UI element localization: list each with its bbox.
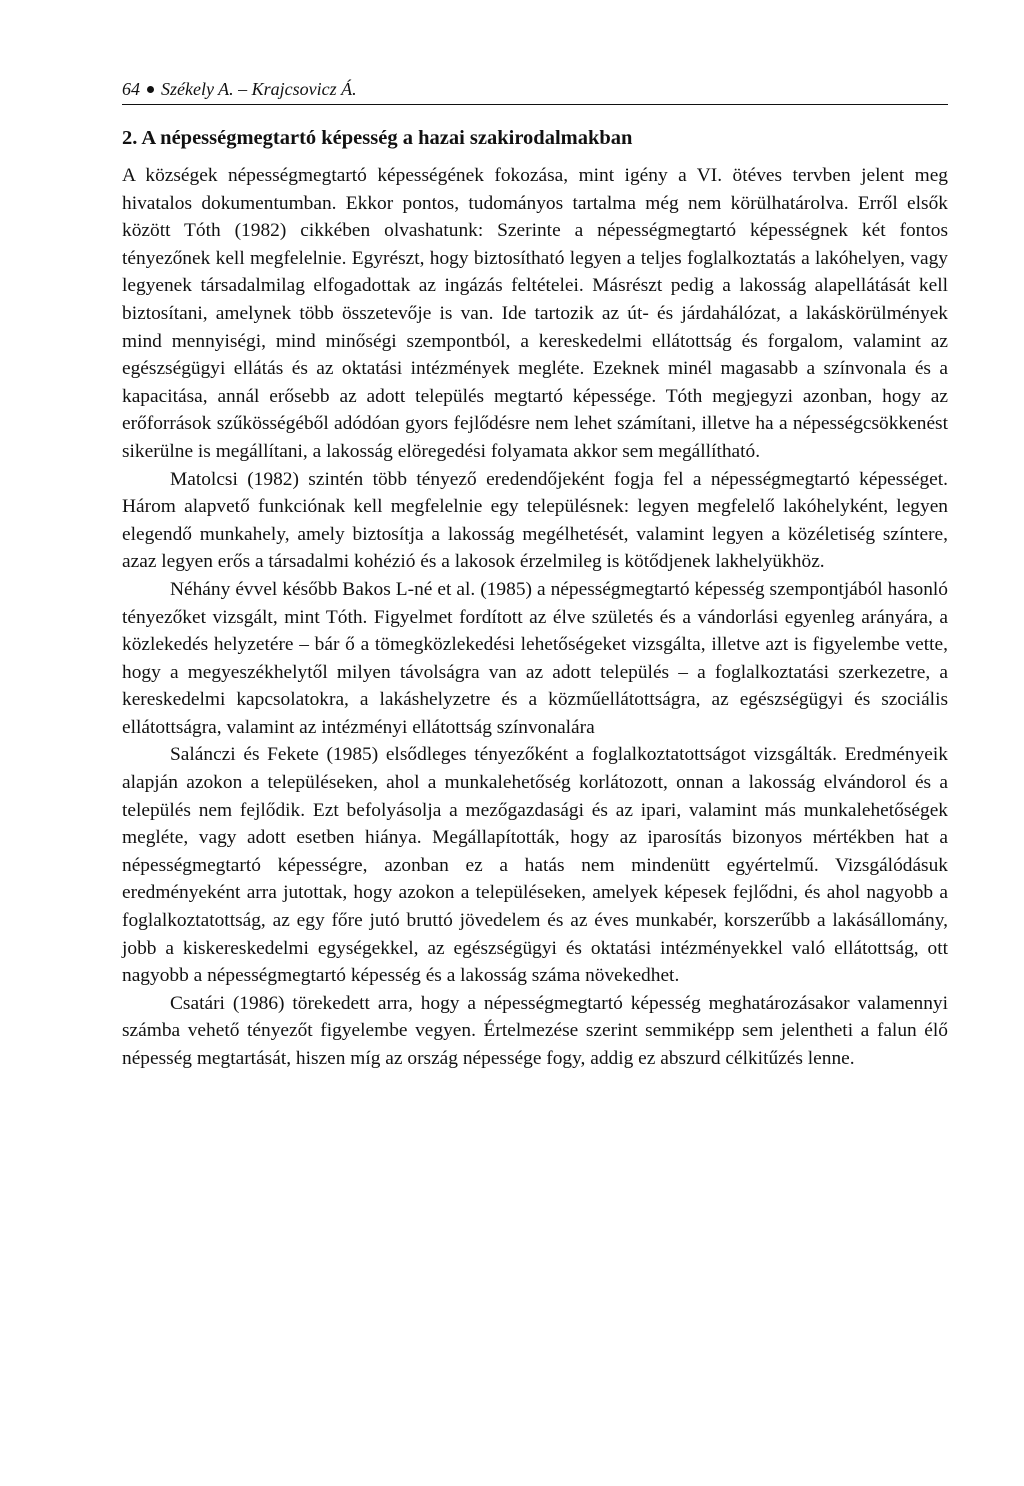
paragraph: Csatári (1986) törekedett arra, hogy a népességmegtartó képesség meghatározásakor valamennyi számba vehető tényezőt figyelembe vegyen. Értelmezése szerint semmiképp sem jelentheti a falun élő népesség megtartását, hiszen míg az ország népessége fogy, addig ez abszurd célkitűzés lenne.	[122, 992, 948, 1069]
header-rule	[122, 104, 948, 105]
running-head-authors: Székely A. – Krajcsovicz Á.	[161, 79, 357, 99]
paragraph: Néhány évvel később Bakos L-né et al. (1985) a népességmegtartó képesség szempontjából hasonló tényezőket vizsgált, mint Tóth. Figyelmet fordított az élve születés és a vándorlási egyenleg arányára, a közlekedés helyzetére – bár ő a tömegközlekedési lehetőségeket vizsgálta, illetve azt is figyelembe vette, hogy a megyeszékhelytől milyen távolságra van az adott település – a foglalkoztatási szerkezetre, a kereskedelmi kapcsolatokra, a lakáshelyzetre és a közműellátottságra, az egészségügyi és szociális ellátottságra, valamint az intézményi ellátottság színvonalára	[122, 578, 948, 738]
paragraph: Salánczi és Fekete (1985) elsődleges tényezőként a foglalkoztatottságot vizsgálták. Eredményeik alapján azokon a településeken, ahol a munkalehetőség korlátozott, onnan a lakosság elvándorol és a település nem fejlődik. Ezt befolyásolja a mezőgazdasági és az ipari, valamint más munkalehetőségek megléte, vagy adott esetben hiánya. Megállapították, hogy az iparosítás bizonyos mértékben hat a népességmegtartó képességre, azonban ez a hatás nem mindenütt egyértelmű. Vizsgálódásuk eredményeként arra jutottak, hogy azokon a településeken, amelyek képesek fejlődni, és ahol nagyobb a foglalkoztatottság, az egy főre jutó bruttó jövedelem és az éves munkabér, korszerűbb a lakásállomány, jobb a kiskereskedelmi egységekkel, az egészségügyi és oktatási intézményekkel való ellátottság, ott nagyobb a népességmegtartó képesség és a lakosság száma növekedhet.	[122, 744, 948, 987]
page-number: 64	[122, 79, 140, 99]
running-head	[122, 78, 948, 100]
bullet-separator	[147, 86, 154, 93]
paragraph: A községek népességmegtartó képességének fokozása, mint igény a VI. ötéves tervben jelent meg hivatalos dokumentumban. Ekkor pontos, tudományos tartalma még nem körülhatárolva. Erről elsők között Tóth (1982) cikkében olvashatunk: Szerinte a népességmegtartó képességnek két fontos tényezőnek kell megfelelnie. Egyrészt, hogy biztosítható legyen a teljes foglalkoztatás a lakóhelyen, vagy legyenek társadalmilag elfogadottak az ingázás feltételei. Másrészt pedig a lakosság alapellátását kell biztosítani, amelynek több összetevője is van. Ide tartozik az út- és járdahálózat, a lakáskörülmények mind mennyiségi, mind minőségi szempontból, a kereskedelmi ellátottság és forgalom, valamint az egészségügyi ellátás és az oktatási intézmények megléte. Ezeknek minél magasabb a színvonala és a kapacitása, annál erősebb az adott település megtartó képessége. Tóth megjegyzi azonban, hogy az erőforrások szűkösségéből adódóan gyors fejlődésre nem lehet számítani, illetve ha a népességcsökkenést sikerülne is megállítani, a lakosság elöregedési folyamata akkor sem megállítható.	[122, 165, 948, 462]
paragraph: Matolcsi (1982) szintén több tényező eredendőjeként fogja fel a népességmegtartó képességet. Három alapvető funkciónak kell megfelelnie egy településnek: legyen megfelelő lakóhelyként, legyen elegendő munkahely, amely biztosítja a lakosság megélhetését, valamint legyen a közéletiség színtere, azaz legyen erős a társadalmi kohézió és a lakosok érzelmileg is kötődjenek lakhelyükhöz.	[122, 468, 948, 573]
body-text	[122, 162, 948, 1073]
section-heading: 2. A népességmegtartó képesség a hazai szakirodalmakban	[122, 127, 633, 149]
